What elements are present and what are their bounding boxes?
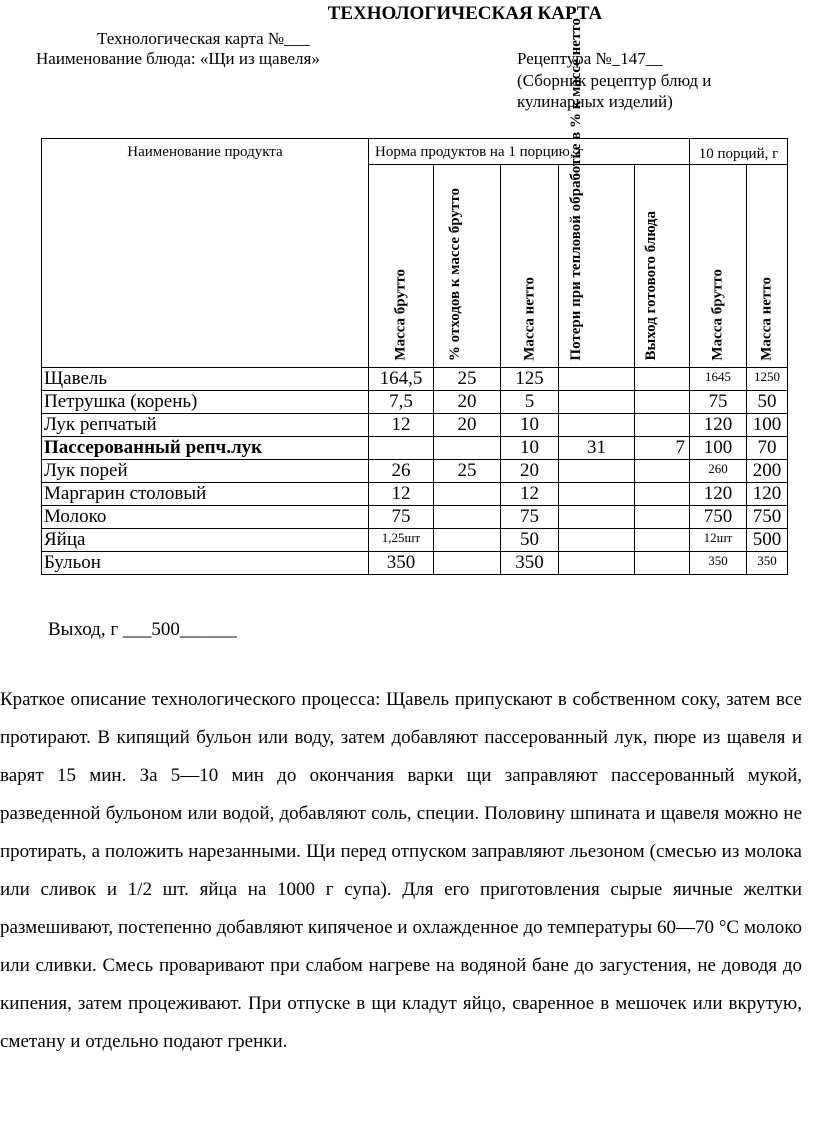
yield-value (635, 414, 690, 437)
product-name: Бульон (42, 552, 369, 575)
header-loss: Потери при тепловой обработке в % к массе нетто (567, 18, 584, 361)
waste-value (434, 529, 501, 552)
yield-value (635, 483, 690, 506)
loss-value (559, 414, 635, 437)
net-10-value: 120 (747, 483, 788, 506)
header-gross-10: Масса брутто (709, 269, 726, 361)
loss-value (559, 460, 635, 483)
gross-value: 12 (369, 414, 434, 437)
net-10-value: 350 (747, 552, 788, 575)
net-10-value: 750 (747, 506, 788, 529)
table-row (42, 506, 788, 529)
loss-value (559, 506, 635, 529)
product-name: Молоко (42, 506, 369, 529)
gross-10-value: 120 (690, 483, 747, 506)
table-row (42, 483, 788, 506)
header-gross10-cell (690, 165, 747, 368)
waste-value (434, 437, 501, 460)
net-10-value: 50 (747, 391, 788, 414)
header-net: Масса нетто (521, 277, 537, 361)
gross-10-value: 350 (690, 552, 747, 575)
header-product-name: Наименование продукта (42, 139, 369, 368)
table-row (42, 391, 788, 414)
gross-value: 12 (369, 483, 434, 506)
yield-value: 7 (635, 437, 690, 460)
waste-value: 20 (434, 414, 501, 437)
gross-value (369, 437, 434, 460)
dish-name: Наименование блюда: «Щи из щавеля» (36, 49, 320, 68)
gross-10-value: 75 (690, 391, 747, 414)
header-10-portions: 10 порций, г (690, 139, 788, 165)
loss-value: 31 (559, 437, 635, 460)
gross-10-value: 260 (690, 460, 747, 483)
loss-value (559, 368, 635, 391)
loss-value (559, 391, 635, 414)
product-name: Щавель (42, 368, 369, 391)
net-value: 10 (501, 437, 559, 460)
gross-value: 164,5 (369, 368, 434, 391)
header-waste-cell (434, 165, 501, 368)
net-value: 10 (501, 414, 559, 437)
loss-value (559, 529, 635, 552)
table-row (42, 460, 788, 483)
card-number: Технологическая карта №___ (97, 29, 310, 48)
waste-value (434, 483, 501, 506)
header-gross: Масса брутто (392, 269, 409, 361)
waste-value: 25 (434, 368, 501, 391)
waste-value (434, 506, 501, 529)
net-10-value: 200 (747, 460, 788, 483)
gross-value: 7,5 (369, 391, 434, 414)
yield-value (635, 529, 690, 552)
net-value: 75 (501, 506, 559, 529)
product-name: Лук репчатый (42, 414, 369, 437)
header-net-cell (501, 165, 559, 368)
net-10-value: 70 (747, 437, 788, 460)
gross-value: 26 (369, 460, 434, 483)
process-description: Краткое описание технологического процесса: Щавель припускают в собственном соку, затем все протирают. В кипящий бульон или воду, затем добавляют пассерованный лук, пюре из щавеля и варят 15 мин. За 5—10 мин до окончания варки щи заправляют пассерованный мукой, разведенной бульоном или водой, добавляют соль, специи. Половину шпината и щавеля можно не протирать, а положить нарезанными. Щи перед отпуском заправляют льезоном (смесью из молока или сливок и 1/2 шт. яйца на 1000 г супа). Для его приготовления сырые яичные желтки размешивают, постепенно добавляют кипяченое и охлажденное до температуры 60—70 °С молоко или сливки. Смесь проваривают при слабом нагреве на водяной бане до загустения, не доводя до кипения, затем процеживают. При отпуске в щи кладут яйцо, сваренное в мешочек или вкрутую, сметану и отдельно подают гренки. (0, 689, 802, 1052)
waste-value (434, 552, 501, 575)
product-name: Пассерованный репч.лук (42, 437, 369, 460)
net-value: 20 (501, 460, 559, 483)
net-10-value: 500 (747, 529, 788, 552)
yield-line: Выход, г ___500______ (48, 619, 237, 640)
header-gross-cell (369, 165, 434, 368)
product-name: Маргарин столовый (42, 483, 369, 506)
loss-value (559, 552, 635, 575)
table-row (42, 437, 788, 460)
waste-value: 25 (434, 460, 501, 483)
net-value: 350 (501, 552, 559, 575)
recipe-number: Рецептура №_147__ (517, 49, 663, 68)
net-value: 12 (501, 483, 559, 506)
header-norm-per-portion: Норма продуктов на 1 порцию, г (369, 139, 690, 165)
header-waste: % отходов к массе брутто (447, 187, 463, 361)
gross-10-value: 100 (690, 437, 747, 460)
yield-value (635, 552, 690, 575)
table-row (42, 368, 788, 391)
gross-10-value: 12шт (690, 529, 747, 552)
yield-value (635, 391, 690, 414)
yield-value (635, 506, 690, 529)
table-row (42, 414, 788, 437)
net-value: 5 (501, 391, 559, 414)
gross-value: 75 (369, 506, 434, 529)
gross-10-value: 750 (690, 506, 747, 529)
header-net-10: Масса нетто (758, 277, 775, 361)
gross-value: 1,25шт (369, 529, 434, 552)
gross-10-value: 1645 (690, 368, 747, 391)
header-yield-cell (635, 165, 690, 368)
table-row (42, 529, 788, 552)
table-row (42, 552, 788, 575)
yield-value (635, 368, 690, 391)
net-value: 125 (501, 368, 559, 391)
yield-value (635, 460, 690, 483)
loss-value (559, 483, 635, 506)
recipe-source-line-2: кулинарных изделий) (517, 92, 673, 111)
net-value: 50 (501, 529, 559, 552)
gross-value: 350 (369, 552, 434, 575)
header-yield: Выход готового блюда (643, 211, 659, 361)
document-title: ТЕХНОЛОГИЧЕСКАЯ КАРТА (327, 3, 603, 24)
recipe-source-line-1: (Сборник рецептур блюд и (517, 71, 712, 90)
product-name: Яйца (42, 529, 369, 552)
net-10-value: 1250 (747, 368, 788, 391)
header-net10-cell (747, 165, 788, 368)
product-name: Лук порей (42, 460, 369, 483)
product-name: Петрушка (корень) (42, 391, 369, 414)
net-10-value: 100 (747, 414, 788, 437)
gross-10-value: 120 (690, 414, 747, 437)
waste-value: 20 (434, 391, 501, 414)
